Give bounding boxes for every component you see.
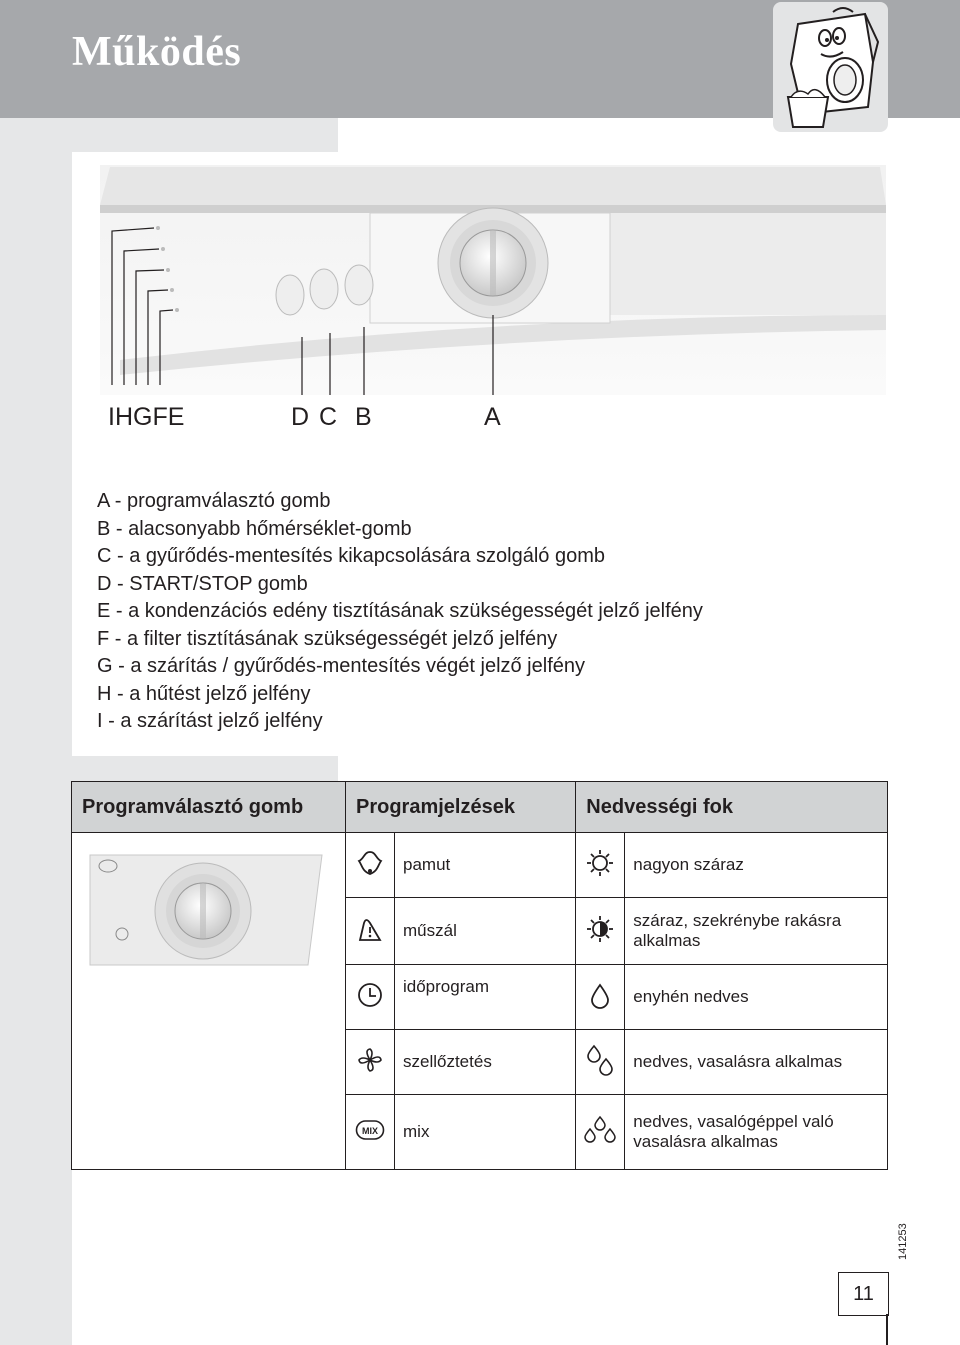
legend-item: E - a kondenzációs edény tisztításának szükségességét jelző jelfény — [97, 600, 703, 622]
dial-illustration-cell — [72, 833, 346, 1170]
decor-strip — [72, 118, 338, 152]
legend-item: A - programválasztó gomb — [97, 490, 331, 512]
clock-icon-cell — [346, 965, 395, 1030]
program-table — [71, 781, 888, 1170]
mix-icon — [355, 1119, 385, 1141]
three-drops-icon-cell — [576, 1095, 625, 1170]
three-drops-icon — [583, 1115, 617, 1145]
two-drops-icon-cell — [576, 1030, 625, 1095]
mix-icon-cell — [346, 1095, 395, 1170]
left-margin-band — [0, 118, 72, 1345]
cotton-icon — [356, 849, 384, 877]
program-label: műszál — [395, 898, 576, 965]
legend-item: D - START/STOP gomb — [97, 572, 308, 595]
dial-illustration — [72, 833, 332, 973]
header-program-indicators: Programjelzések — [346, 782, 576, 833]
callout-letter-c: C — [319, 403, 338, 431]
fan-icon-cell — [346, 1030, 395, 1095]
fan-icon — [356, 1046, 384, 1074]
legend-item: I - a szárítást jelző jelfény — [97, 710, 323, 732]
callout-letter-d: D — [291, 403, 310, 431]
humidity-label: nagyon száraz — [625, 833, 888, 898]
svg-text:141253: 141253 — [897, 1223, 909, 1260]
callout-letter-a: A — [484, 403, 501, 431]
one-drop-icon-cell — [576, 965, 625, 1030]
legend-item: F - a filter tisztításának szükségességét jelző jelfény — [97, 627, 558, 650]
half-sun-icon — [585, 914, 615, 944]
control-panel-diagram — [100, 165, 886, 395]
dryer-mascot-illustration — [773, 2, 888, 132]
header-program-dial: Programválasztó gomb — [72, 782, 346, 833]
synthetic-icon — [356, 915, 384, 943]
page-title: Működés — [72, 29, 242, 75]
header-humidity: Nedvességi fok — [576, 782, 888, 833]
program-label: mix — [395, 1095, 576, 1170]
half-sun-icon-cell — [576, 898, 625, 965]
sun-icon — [585, 848, 615, 878]
svg-text:MIX: MIX — [361, 1125, 379, 1136]
sun-icon-cell — [576, 833, 625, 898]
legend-item: H - a hűtést jelző jelfény — [97, 682, 311, 705]
program-label: pamut — [395, 833, 576, 898]
program-label: időprogram — [395, 965, 576, 1030]
page-number: 11 — [838, 1272, 889, 1316]
one-drop-icon — [586, 981, 614, 1009]
legend-item: C - a gyűrődés-mentesítés kikapcsolására szolgáló gomb — [97, 545, 606, 567]
humidity-label: nedves, vasalógéppel való vasalásra alkalmas — [625, 1095, 888, 1170]
program-label: szellőztetés — [395, 1030, 576, 1095]
synthetic-icon-cell — [346, 898, 395, 965]
humidity-label: nedves, vasalásra alkalmas — [625, 1030, 888, 1095]
humidity-label: száraz, szekrénybe rakásra alkalmas — [625, 898, 888, 965]
callout-letters-ihgfe: IHGFE — [108, 403, 185, 431]
callout-letter-b: B — [355, 403, 372, 431]
document-code — [888, 1212, 918, 1262]
legend-item: B - alacsonyabb hőmérséklet-gomb — [97, 517, 412, 540]
clock-icon — [356, 981, 384, 1009]
divider — [886, 1314, 888, 1345]
cotton-icon-cell — [346, 833, 395, 898]
humidity-label: enyhén nedves — [625, 965, 888, 1030]
legend-item: G - a szárítás / gyűrődés-mentesítés végét jelző jelfény — [97, 655, 585, 677]
decor-strip — [72, 756, 338, 782]
component-legend — [97, 488, 703, 736]
two-drops-icon — [585, 1043, 615, 1077]
